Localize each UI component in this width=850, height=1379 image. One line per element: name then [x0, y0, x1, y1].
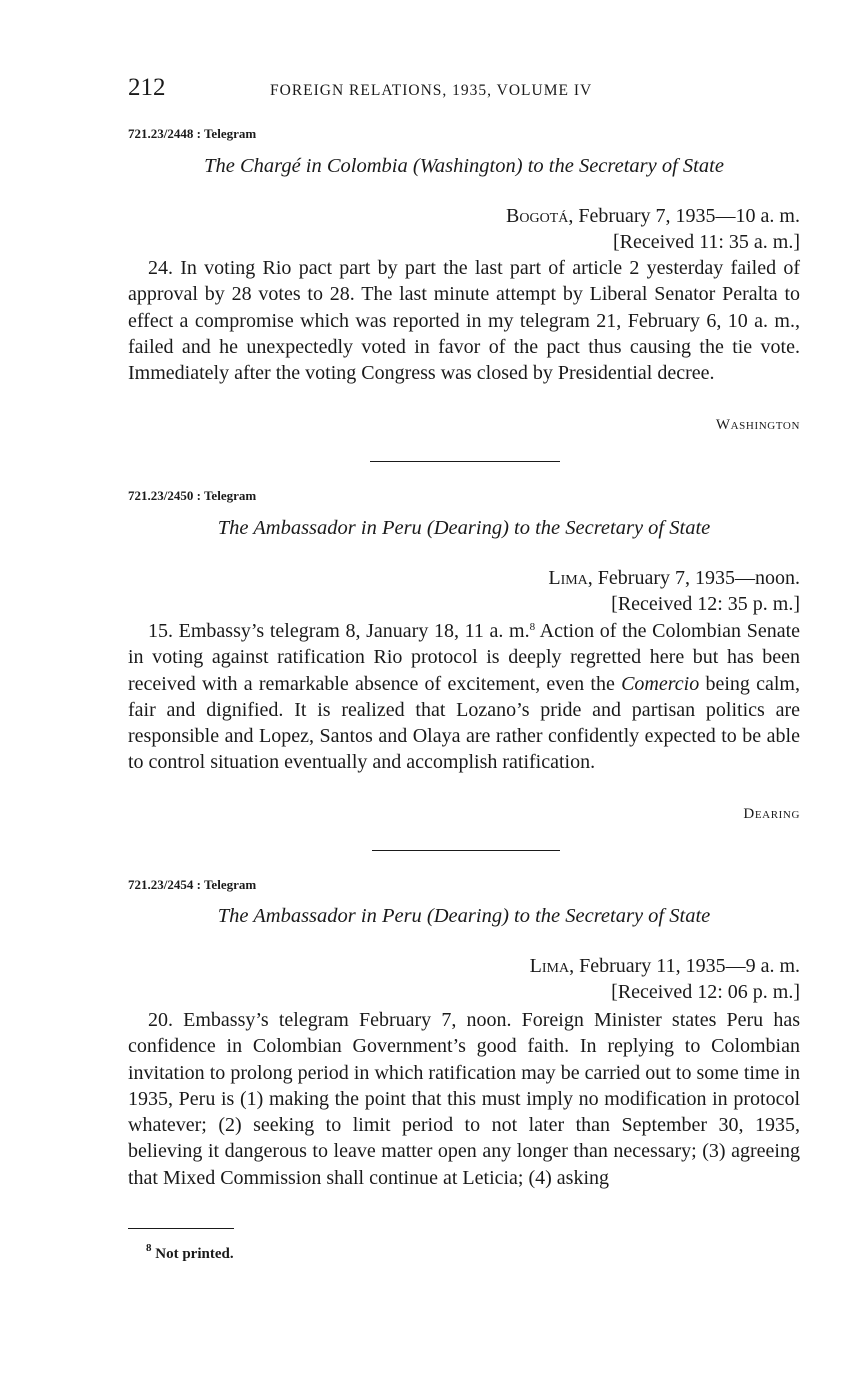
file-reference: 721.23/2450 : Telegram	[128, 488, 257, 503]
telegram-body	[128, 1007, 800, 1191]
section-divider	[370, 461, 560, 462]
newspaper-name: Comercio	[621, 672, 700, 695]
footnote-divider	[128, 1228, 234, 1229]
dateline-place: Lima	[529, 955, 570, 977]
telegram-text: 24. In voting Rio pact part by part the last part of article 2 yesterday failed of approval by 28 votes to 28. The last minute attempt by Liberal Senator Peralta to effect a compromise which was reported in my telegram 21, February 6, 10 a. m., failed and he unexpectedly voted in favor of the pact thus causing the tie vote. Immediately after the voting Congress was closed by Presidential decree.	[128, 257, 800, 385]
section-divider	[372, 850, 560, 851]
file-reference: 721.23/2454 : Telegram	[128, 877, 257, 892]
dateline-date: , February 7, 1935—noon.	[587, 567, 800, 589]
telegram-text: Action of the Colombian Senate in voting against ratification Rio protocol is deeply regretted here but has been received with a remarkable absence of excitement, even the	[128, 620, 801, 695]
telegram-body	[128, 618, 800, 776]
footnote	[146, 1242, 234, 1263]
telegram-text: being calm, fair and dignified. It is realized that Lozano’s pride and partisan politics are responsible and Lopez, Santos and Olaya are rather confidently expected to be able to control situation eventually and accomplish ratification.	[128, 672, 800, 774]
running-title: FOREIGN RELATIONS, 1935, VOLUME IV	[270, 82, 593, 99]
dateline	[506, 203, 800, 255]
received-time: [Received 11: 35 a. m.]	[613, 231, 800, 253]
telegram-text: 20. Embassy’s telegram February 7, noon. Foreign Minister states Peru has confidence in Colombian Government’s good faith. In replying to Colombian invitation to prolong period in which ratification may be carried out to some time in 1935, Peru is (1) making the point that this must imply no modification in protocol whatever; (2) seeking to limit period to not later than September 30, 1935, believing it dangerous to leave matter open any longer than necessary; (3) agreeing that Mixed Commission shall continue at Leticia; (4) asking	[128, 1009, 800, 1189]
footnote-text: Not printed.	[151, 1246, 234, 1262]
signature: Washington	[715, 417, 800, 433]
file-reference: 721.23/2448 : Telegram	[128, 126, 257, 141]
dateline-place: Lima	[548, 567, 588, 589]
telegram-text: 15. Embassy’s telegram 8, January 18, 11 a. m.	[148, 620, 530, 642]
footnote-marker: 8	[529, 621, 536, 633]
received-time: [Received 12: 06 p. m.]	[611, 981, 800, 1003]
signature: Dearing	[743, 806, 800, 822]
telegram-body	[128, 255, 800, 386]
dateline	[548, 565, 800, 617]
dateline	[530, 953, 800, 1005]
received-time: [Received 12: 35 p. m.]	[611, 593, 800, 615]
footnote-marker: 8	[146, 1242, 152, 1254]
page-number: 212	[128, 74, 166, 101]
document-title: The Ambassador in Peru (Dearing) to the Secretary of State	[217, 905, 711, 927]
document-title: The Chargé in Colombia (Washington) to the Secretary of State	[204, 155, 724, 177]
page-header	[128, 74, 668, 110]
dateline-date: , February 7, 1935—10 a. m.	[568, 205, 800, 227]
dateline-date: , February 11, 1935—9 a. m.	[569, 955, 800, 977]
document-title: The Ambassador in Peru (Dearing) to the Secretary of State	[217, 517, 711, 539]
dateline-place: Bogotá	[506, 205, 569, 227]
